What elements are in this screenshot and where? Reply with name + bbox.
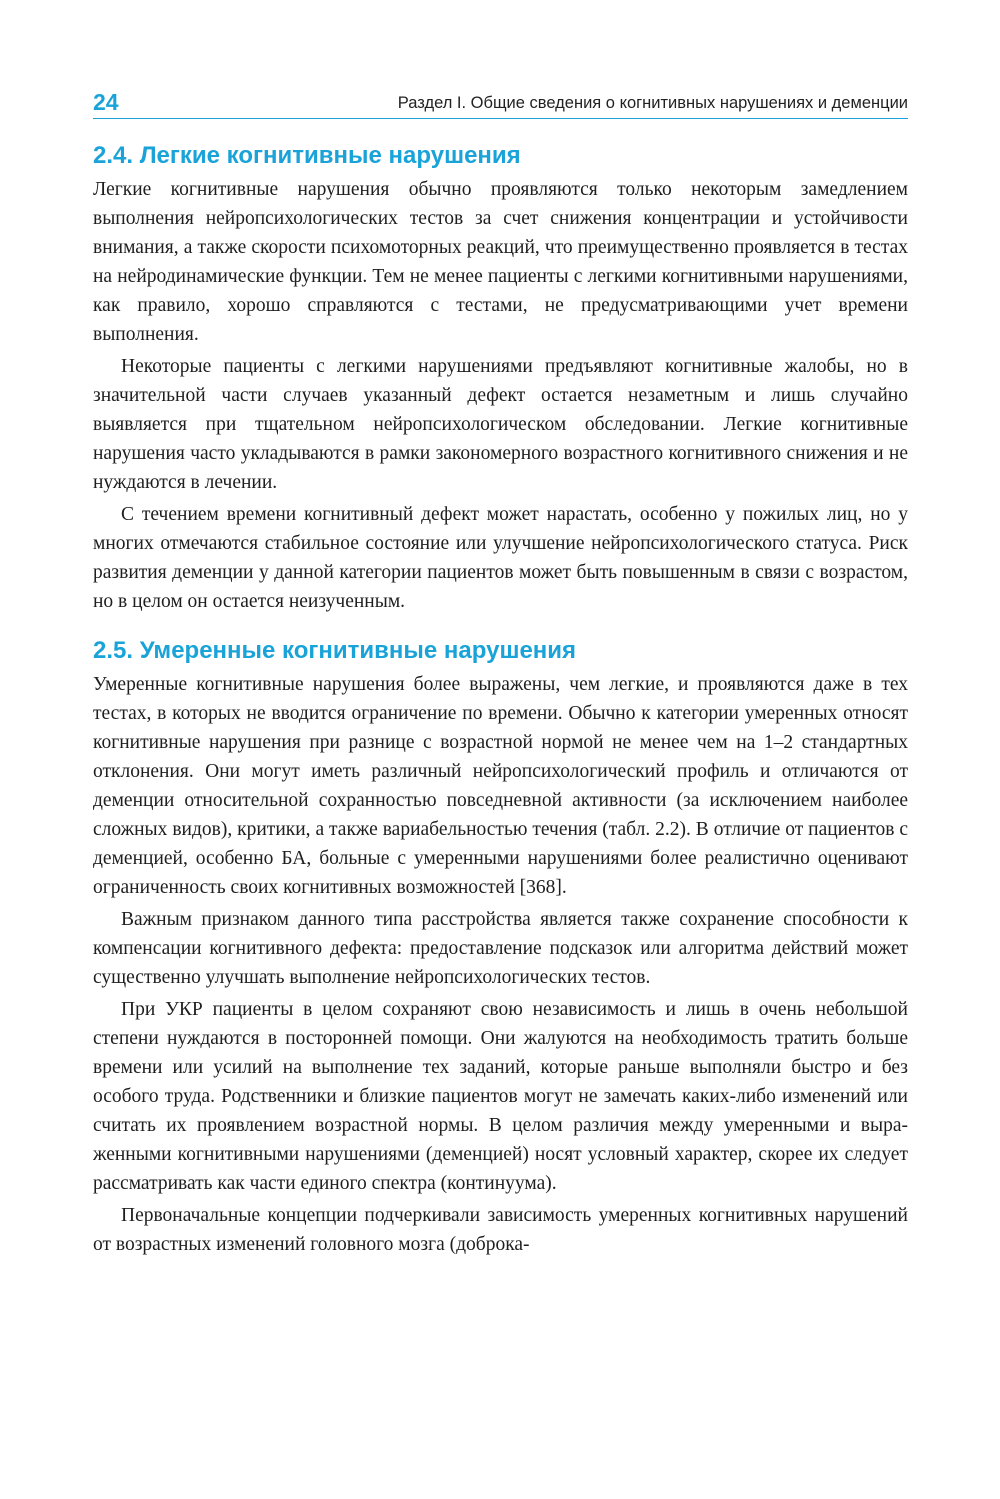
body-paragraph: Легкие когнитивные нарушения обычно проявляются только некоторым замедлением выполнения нейропсихологических тестов за счет снижения концентрации и устойчивости внимания, а также скорости психомоторных реакций, что преимущественно проявляется в тестах на нейродинамические функции. Тем не менее пациенты с легкими когнитивными нарушениями, как правило, хорошо справляются с тестами, не предусматривающими учет времени выполнения. [93, 179, 908, 345]
book-page [93, 84, 908, 1262]
body-paragraph: Некоторые пациенты с легкими нарушениями предъявляют когнитивные жалобы, но в значительной части случаев указанный дефект остается незаметным и лишь случайно выявляется при тщательном нейропсихологическом обследовании. Легкие когнитивные нарушения часто укладываются в рамки закономерного возрастного когнитивного снижения и не нуждаются в лечении. [93, 356, 908, 493]
page-number: 24 [93, 89, 119, 115]
section-heading-2-5: 2.5. Умеренные когнитивные нарушения [93, 637, 577, 664]
running-header-title: Раздел I. Общие сведения о когнитивных нарушениях и деменции [397, 94, 908, 112]
body-paragraph: Первоначальные концепции подчеркивали зависимость умеренных когнитивных нарушений от возрастных изменений головного мозга (доброка- [93, 1205, 908, 1255]
body-paragraph: Важным признаком данного типа расстройства является также сохранение способности к компенсации когнитивного дефекта: предоставление подсказок или алгоритма действий может существенно улучшать выполнение нейропсихологических тестов. [93, 909, 908, 988]
body-paragraph: При УКР пациенты в целом сохраняют свою независимость и лишь в очень небольшой степени нуждаются в посторонней помощи. Они жалуются на необходимость тратить больше времени или усилий на выполнение тех заданий, которые раньше выполняли быстро и без особого труда. Родственники и близкие пациентов могут не замечать каких-либо изменений или считать их проявлением возрастной нормы. В целом различия между умеренными и выраженными когнитивными нарушениями (деменцией) носят условный характер, скорее их следует рассматривать как части единого спектра (континуума). [93, 999, 908, 1194]
section-heading-2-4: 2.4. Легкие когнитивные нарушения [93, 142, 521, 169]
body-paragraph: С течением времени когнитивный дефект может нарастать, особенно у пожилых лиц, но у многих отмечаются стабильное состояние или улучшение нейропсихологического статуса. Риск развития деменции у данной категории пациентов может быть повышенным в связи с возрастом, но в целом он остается неизученным. [93, 504, 908, 612]
running-header [93, 84, 908, 119]
body-paragraph: Умеренные когнитивные нарушения более выражены, чем легкие, и проявляются даже в тех тестах, в которых не вводится ограничение по времени. Обычно к категории умеренных относят когнитивные нарушения при разнице с возрастной нормой не менее чем на 1–2 стандартных отклонения. Они могут иметь различный нейропсихологический профиль и отличаются от деменции относительной сохранностью повседневной активности (за исключением наиболее сложных видов), критики, а также вариабельностью течения (табл. 2.2). В отличие от пациентов с деменцией, особенно БА, больные с умеренными нарушениями более реалистично оценивают ограниченность своих когнитивных возможностей [368]. [93, 674, 908, 898]
